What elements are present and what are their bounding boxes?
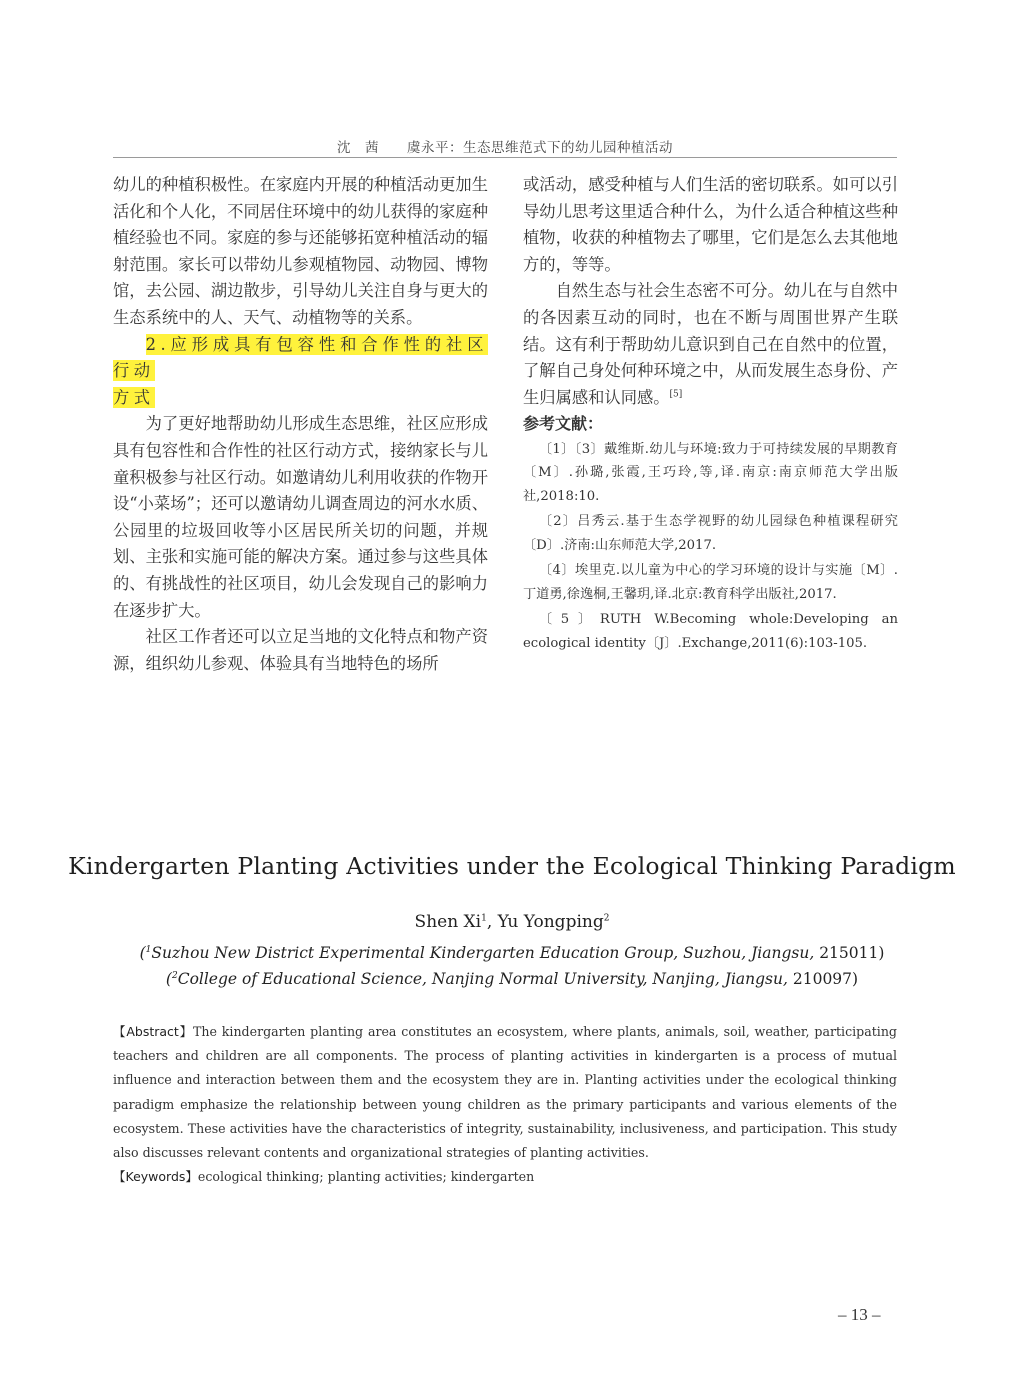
left-paragraph-1: 幼儿的种植积极性。在家庭内开展的种植活动更加生活化和个人化，不同居住环境中的幼儿获得的家庭种植经验也不同。家庭的参与还能够拓宽种植活动的辐射范围。家长可以带幼儿参观植物园、动物园、博物馆，去公园、湖边散步，引导幼儿关注自身与更大的生态系统中的人、天气、动植物等的关系。: [113, 175, 488, 327]
page-number: – 13 –: [838, 1305, 881, 1324]
left-paragraph-2: 为了更好地帮助幼儿形成生态思维，社区应形成具有包容性和合作性的社区行动方式，接纳家长与儿童积极参与社区行动。如邀请幼儿利用收获的作物开设“小菜场”；还可以邀请幼儿调查周边的河水水质、公园里的垃圾回收等小区居民所关切的问题，并规划、主张和实施可能的解决方案。通过参与这些具体的、有挑战性的社区项目，幼儿会发现自己的影响力在逐步扩大。: [113, 414, 488, 620]
right-paragraph-1: 或活动，感受种植与人们生活的密切联系。如可以引导幼儿思考这里适合种什么，为什么适合种植这些种植物，收获的种植物去了哪里，它们是怎么去其他地方的，等等。: [523, 175, 898, 274]
keywords-text: ecological thinking; planting activities; kindergarten: [197, 1169, 535, 1185]
reference-item: 〔4〕埃里克.以儿童为中心的学习环境的设计与实施〔M〕.丁道勇,徐逸桐,王馨玥,译.北京:教育科学出版社,2017.: [523, 563, 898, 602]
author-1-affiliation-mark: 1: [481, 913, 487, 924]
section-subheading: [113, 332, 488, 385]
author-1: Shen Xi: [414, 912, 482, 932]
right-column: [523, 172, 898, 657]
affiliation-2-postcode: 210097): [792, 970, 859, 988]
affiliation-1: ($^1$Suzhou New District Experimental Kindergarten Education Group, Suzhou, Jiangsu, 215011): [139, 944, 885, 962]
author-2: Yu Yongping: [497, 912, 604, 932]
abstract-paragraph: [113, 1020, 897, 1165]
reference-item: 〔1〕〔3〕戴维斯.幼儿与环境:致力于可持续发展的早期教育〔M〕.孙璐,张霞,王巧玲,等,译.南京:南京师范大学出版社,2018:10.: [523, 441, 898, 504]
references-heading: 参考文献：: [523, 414, 604, 434]
english-title: Kindergarten Planting Activities under the Ecological Thinking Paradigm: [68, 852, 956, 880]
affiliation-2: ($^2$College of Educational Science, Nanjing Normal University, Nanjing, Jiangsu, 210097): [165, 970, 859, 988]
reference-item: 〔2〕吕秀云.基于生态学视野的幼儿园绿色种植课程研究〔D〕.济南:山东师范大学,2017.: [523, 514, 898, 553]
affiliation-2-text: College of Educational Science, Nanjing Normal University, Nanjing, Jiangsu,: [177, 970, 788, 988]
affiliation-1-postcode: 215011): [819, 944, 885, 962]
abstract-block: [113, 1020, 897, 1189]
keywords-label: 【Keywords】: [113, 1169, 198, 1185]
right-paragraph-2: [523, 278, 898, 411]
highlighted-subheading-line2: 方式: [113, 387, 155, 407]
section-subheading-continued: [113, 385, 488, 412]
abstract-text: The kindergarten planting area constitutes an ecosystem, where plants, animals, soil, weather, participating teachers and children are all components. The process of planting activities in kindergarten is a process of mutual influence and interaction between them and the ecosystem they are in. Planting activities under the ecological thinking paradigm emphasize the relationship between young children as the primary participants and various elements of the ecosystem. These activities have the characteristics of integrity, sustainability, inclusiveness, and participation. This study also discusses relevant contents and organizational strategies of planting activities.: [113, 1024, 897, 1161]
header-article-title: 生态思维范式下的幼儿园种植活动: [463, 140, 673, 156]
running-header: 沈 茜 虞永平：生态思维范式下的幼儿园种植活动: [337, 140, 673, 156]
right-paragraph-2-text: 自然生态与社会生态密不可分。幼儿在与自然中的各因素互动的同时，也在不断与周围世界产生联结。这有利于帮助幼儿意识到自己在自然中的位置，了解自己身处何种环境之中，从而发展生态身份、产生归属感和认同感。: [523, 281, 898, 407]
keywords-paragraph: [113, 1165, 897, 1189]
header-authors: 沈 茜 虞永平: [337, 140, 449, 156]
english-authors: Shen Xi$^1$, Yu Yongping$^2$: [414, 912, 610, 932]
highlighted-subheading-line1: 2.应形成具有包容性和合作性的社区行动: [113, 334, 488, 381]
affiliation-1-text: Suzhou New District Experimental Kindergarten Education Group, Suzhou, Jiangsu,: [151, 944, 815, 962]
reference-item: 〔5〕RUTH W.Becoming whole:Developing an ecological identity〔J〕.Exchange,2011(6):103-105.: [523, 612, 898, 651]
abstract-label: 【Abstract】: [113, 1024, 193, 1039]
citation-marker: [5]: [669, 389, 683, 400]
author-2-affiliation-mark: 2: [603, 913, 610, 924]
header-divider: [113, 157, 897, 158]
left-paragraph-3: 社区工作者还可以立足当地的文化特点和物产资源，组织幼儿参观、体验具有当地特色的场所: [113, 627, 488, 673]
left-column: [113, 172, 488, 677]
